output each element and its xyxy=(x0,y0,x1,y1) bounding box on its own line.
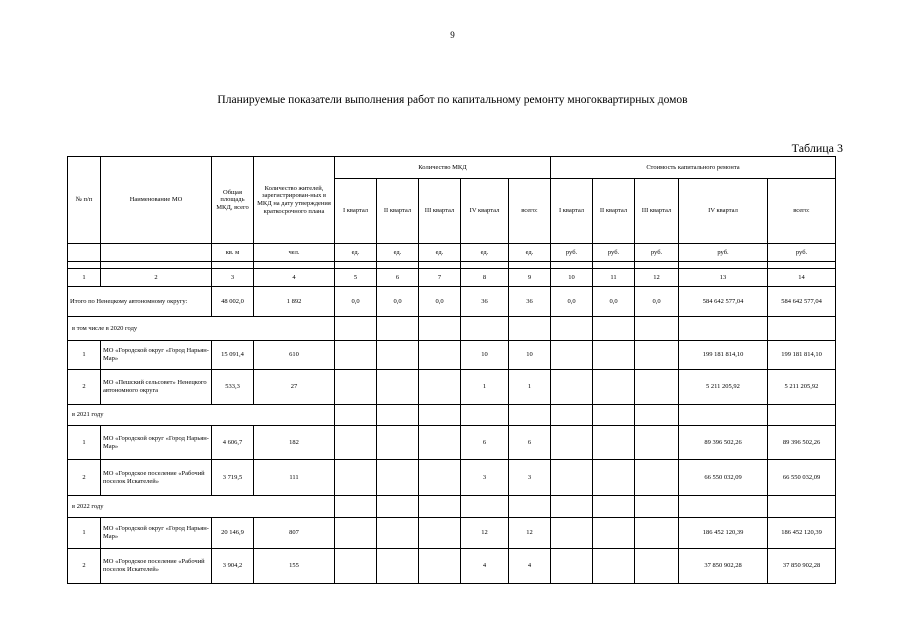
header-cost-q4: IV квартал xyxy=(679,179,768,244)
header-cost-q2: II квартал xyxy=(593,179,635,244)
unit-rub: руб. xyxy=(635,244,679,262)
column-number: 1 xyxy=(68,269,101,287)
row-cost-q4: 5 211 205,92 xyxy=(679,370,768,405)
column-numbers-row xyxy=(68,269,836,287)
row-num: 1 xyxy=(68,341,101,370)
column-number: 6 xyxy=(377,269,419,287)
row-cost-q4: 66 550 032,09 xyxy=(679,460,768,496)
unit-count: ед. xyxy=(335,244,377,262)
header-cost-q1: I квартал xyxy=(551,179,593,244)
row-cost-total: 66 550 032,09 xyxy=(768,460,836,496)
header-mkd-count: Количество МКД xyxy=(335,157,551,179)
row-residents: 610 xyxy=(254,341,335,370)
row-residents: 111 xyxy=(254,460,335,496)
unit-rub: руб. xyxy=(551,244,593,262)
header-mkd-q2: II квартал xyxy=(377,179,419,244)
unit-rub: руб. xyxy=(768,244,836,262)
row-num: 1 xyxy=(68,518,101,549)
row-name: МО «Городской округ «Город Нарьян-Мар» xyxy=(101,426,212,460)
column-number: 3 xyxy=(212,269,254,287)
row-area: 3 904,2 xyxy=(212,549,254,584)
section-row xyxy=(68,405,836,426)
total-cost-q3: 0,0 xyxy=(635,287,679,317)
column-number: 13 xyxy=(679,269,768,287)
table-row xyxy=(68,370,836,405)
total-mkd-q2: 0,0 xyxy=(377,287,419,317)
header-residents: Количество жителей, зарегистрирован-ных в МКД на дату утверждения краткосрочного плана xyxy=(254,157,335,244)
total-mkd-q1: 0,0 xyxy=(335,287,377,317)
column-number: 2 xyxy=(101,269,212,287)
row-cost-total: 199 181 814,10 xyxy=(768,341,836,370)
header-name: Наименование МО xyxy=(101,157,212,244)
header-cost-total: всего: xyxy=(768,179,836,244)
total-area: 48 002,0 xyxy=(212,287,254,317)
row-cost-q4: 199 181 814,10 xyxy=(679,341,768,370)
column-number: 5 xyxy=(335,269,377,287)
row-cost-q4: 37 850 902,28 xyxy=(679,549,768,584)
row-area: 533,3 xyxy=(212,370,254,405)
column-number: 11 xyxy=(593,269,635,287)
row-mkd-total: 1 xyxy=(509,370,551,405)
row-name: МО «Городской округ «Город Нарьян-Мар» xyxy=(101,341,212,370)
total-mkd-q3: 0,0 xyxy=(419,287,461,317)
header-num: № п/п xyxy=(68,157,101,244)
total-mkd-all: 36 xyxy=(509,287,551,317)
row-mkd-q4: 1 xyxy=(461,370,509,405)
row-mkd-q4: 6 xyxy=(461,426,509,460)
total-cost-q1: 0,0 xyxy=(551,287,593,317)
header-mkd-q4: IV квартал xyxy=(461,179,509,244)
row-area: 3 719,5 xyxy=(212,460,254,496)
header-mkd-q1: I квартал xyxy=(335,179,377,244)
row-num: 2 xyxy=(68,549,101,584)
row-cost-total: 37 850 902,28 xyxy=(768,549,836,584)
row-mkd-q4: 12 xyxy=(461,518,509,549)
section-label: в 2022 году xyxy=(68,496,335,518)
section-label: в 2021 году xyxy=(68,405,335,426)
unit-residents: чел. xyxy=(254,244,335,262)
row-cost-q4: 186 452 120,39 xyxy=(679,518,768,549)
row-area: 15 091,4 xyxy=(212,341,254,370)
unit-rub: руб. xyxy=(679,244,768,262)
row-mkd-q4: 4 xyxy=(461,549,509,584)
header-repair-cost: Стоимость капитального ремонта xyxy=(551,157,836,179)
row-residents: 27 xyxy=(254,370,335,405)
row-mkd-total: 3 xyxy=(509,460,551,496)
row-name: МО «Городское поселение «Рабочий поселок Искателей» xyxy=(101,460,212,496)
section-row xyxy=(68,496,836,518)
header-mkd-q3: III квартал xyxy=(419,179,461,244)
row-area: 20 146,9 xyxy=(212,518,254,549)
row-residents: 155 xyxy=(254,549,335,584)
units-row xyxy=(68,244,836,262)
total-row xyxy=(68,287,836,317)
row-num: 1 xyxy=(68,426,101,460)
table-row xyxy=(68,460,836,496)
row-cost-q4: 89 396 502,26 xyxy=(679,426,768,460)
row-name: МО «Городской округ «Город Нарьян-Мар» xyxy=(101,518,212,549)
column-number: 12 xyxy=(635,269,679,287)
section-label: в том числе в 2020 году xyxy=(68,317,335,341)
unit-count: ед. xyxy=(377,244,419,262)
row-mkd-total: 10 xyxy=(509,341,551,370)
table-row xyxy=(68,518,836,549)
document-title: Планируемые показатели выполнения работ по капитальному ремонту многоквартирных домов xyxy=(217,94,688,106)
row-name: МО «Городское поселение «Рабочий поселок Искателей» xyxy=(101,549,212,584)
header-area: Общая площадь МКД, всего xyxy=(212,157,254,244)
column-number: 14 xyxy=(768,269,836,287)
unit-rub: руб. xyxy=(593,244,635,262)
row-cost-total: 89 396 502,26 xyxy=(768,426,836,460)
table-row xyxy=(68,426,836,460)
row-residents: 807 xyxy=(254,518,335,549)
column-number: 9 xyxy=(509,269,551,287)
row-mkd-total: 6 xyxy=(509,426,551,460)
column-number: 8 xyxy=(461,269,509,287)
row-mkd-total: 4 xyxy=(509,549,551,584)
table-row xyxy=(68,341,836,370)
row-num: 2 xyxy=(68,370,101,405)
row-residents: 182 xyxy=(254,426,335,460)
row-area: 4 606,7 xyxy=(212,426,254,460)
row-name: МО «Пешский сельсовет» Ненецкого автономного округа xyxy=(101,370,212,405)
unit-count: ед. xyxy=(419,244,461,262)
unit-area: кв. м xyxy=(212,244,254,262)
row-cost-total: 186 452 120,39 xyxy=(768,518,836,549)
row-mkd-q4: 3 xyxy=(461,460,509,496)
table-label: Таблица 3 xyxy=(791,141,843,155)
column-number: 4 xyxy=(254,269,335,287)
unit-count: ед. xyxy=(461,244,509,262)
capital-repair-table xyxy=(67,156,836,584)
row-mkd-total: 12 xyxy=(509,518,551,549)
column-number: 10 xyxy=(551,269,593,287)
total-cost-all: 584 642 577,04 xyxy=(768,287,836,317)
total-label: Итого по Ненецкому автономному округу: xyxy=(68,287,212,317)
column-number: 7 xyxy=(419,269,461,287)
section-row xyxy=(68,317,836,341)
row-mkd-q4: 10 xyxy=(461,341,509,370)
table-row xyxy=(68,549,836,584)
total-mkd-q4: 36 xyxy=(461,287,509,317)
row-cost-total: 5 211 205,92 xyxy=(768,370,836,405)
total-residents: 1 892 xyxy=(254,287,335,317)
unit-count: ед. xyxy=(509,244,551,262)
total-cost-q4: 584 642 577,04 xyxy=(679,287,768,317)
row-num: 2 xyxy=(68,460,101,496)
header-mkd-total: всего: xyxy=(509,179,551,244)
header-cost-q3: III квартал xyxy=(635,179,679,244)
page-number: 9 xyxy=(450,30,455,40)
total-cost-q2: 0,0 xyxy=(593,287,635,317)
